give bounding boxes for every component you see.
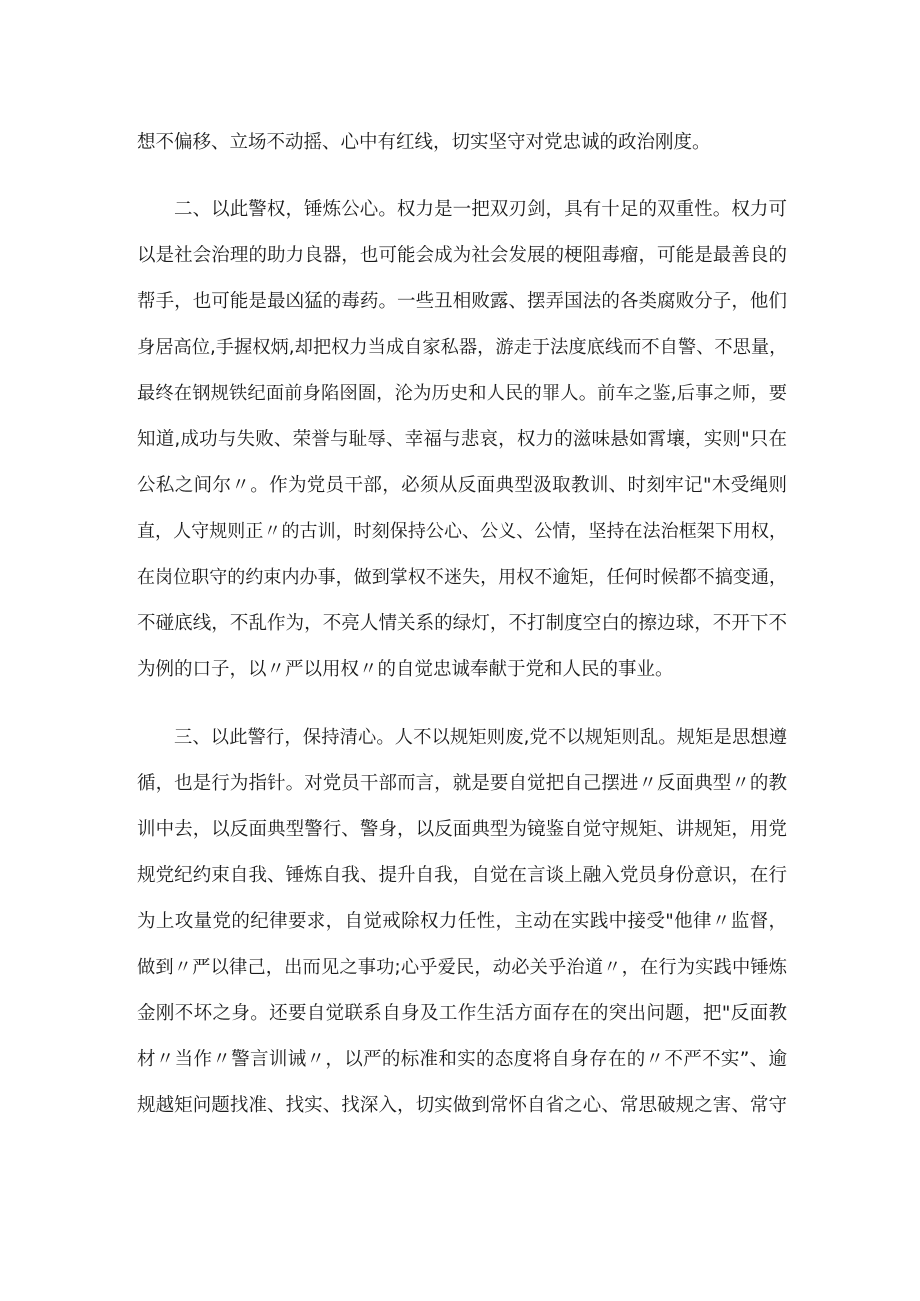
text-line-13: 三、以此警行，保持清心。人不以规矩则废,党不以规矩则乱。规矩是思想遵 (174, 727, 787, 748)
text-line-16: 规党纪约束自我、锤炼自我、提升自我，自觉在言谈上融入党员身份意识，在行 (137, 865, 787, 886)
text-line-12: 为例的口子，以〃严以用权〃的自觉忠诚奉献于党和人民的事业。 (137, 659, 674, 680)
text-line-1: 想不偏移、立场不动摇、心中有红线，切实坚守对党忠诚的政治刚度。 (137, 132, 711, 153)
text-line-8: 公私之间尔〃。作为党员干部，必须从反面典型汲取教训、时刻牢记"木受绳则 (137, 475, 787, 496)
text-line-15: 训中去，以反面典型警行、警身，以反面典型为镜鉴自觉守规矩、讲规矩，用党 (137, 819, 787, 840)
text-line-10: 在岗位职守的约束内办事，做到掌权不迷失，用权不逾矩，任何时候都不搞变通， (137, 567, 787, 588)
text-line-5: 身居高位,手握权炳,却把权力当成自家私器，游走于法度底线而不自警、不思量， (137, 337, 788, 358)
text-line-20: 材〃当作〃警言训诫〃，以严的标准和实的态度将自身存在的〃不严不实”、逾 (137, 1049, 787, 1070)
text-line-21: 规越矩问题找准、找实、找深入，切实做到常怀自省之心、常思破规之害、常守 (137, 1095, 787, 1116)
text-line-11: 不碰底线，不乱作为，不亮人情关系的绿灯，不打制度空白的擦边球，不开下不 (137, 613, 787, 634)
text-line-14: 循，也是行为指针。对党员干部而言，就是要自觉把自己摆进〃反面典型〃的教 (137, 773, 787, 794)
text-line-19: 金刚不坏之身。还要自觉联系自身及工作生活方面存在的突出问题，把"反面教 (137, 1003, 787, 1024)
text-line-18: 做到〃严以律己，出而见之事功;心乎爱民，动必关乎治道〃，在行为实践中锤炼 (137, 957, 787, 978)
text-line-4: 帮手，也可能是最凶猛的毒药。一些丑相败露、摆弄国法的各类腐败分子，他们 (137, 291, 787, 312)
text-line-7: 知道,成功与失败、荣誉与耻辱、幸福与悲哀，权力的滋味悬如霄壤，实则"只在 (137, 429, 787, 450)
text-line-17: 为上攻量党的纪律要求，自觉戒除权力任性，主动在实践中接受"他律〃监督， (137, 911, 787, 932)
text-line-9: 直，人守规则正〃的古训，时刻保持公心、公义、公情，坚持在法治框架下用权， (137, 521, 787, 542)
text-line-2: 二、以此警权，锤炼公心。权力是一把双刃剑，具有十足的双重性。权力可 (174, 199, 787, 220)
text-line-6: 最终在钢规铁纪面前身陷囹圄，沦为历史和人民的罪人。前车之鉴,后事之师，要 (137, 383, 787, 404)
text-line-3: 以是社会治理的助力良器，也可能会成为社会发展的梗阻毒瘤，可能是最善良的 (137, 245, 787, 266)
